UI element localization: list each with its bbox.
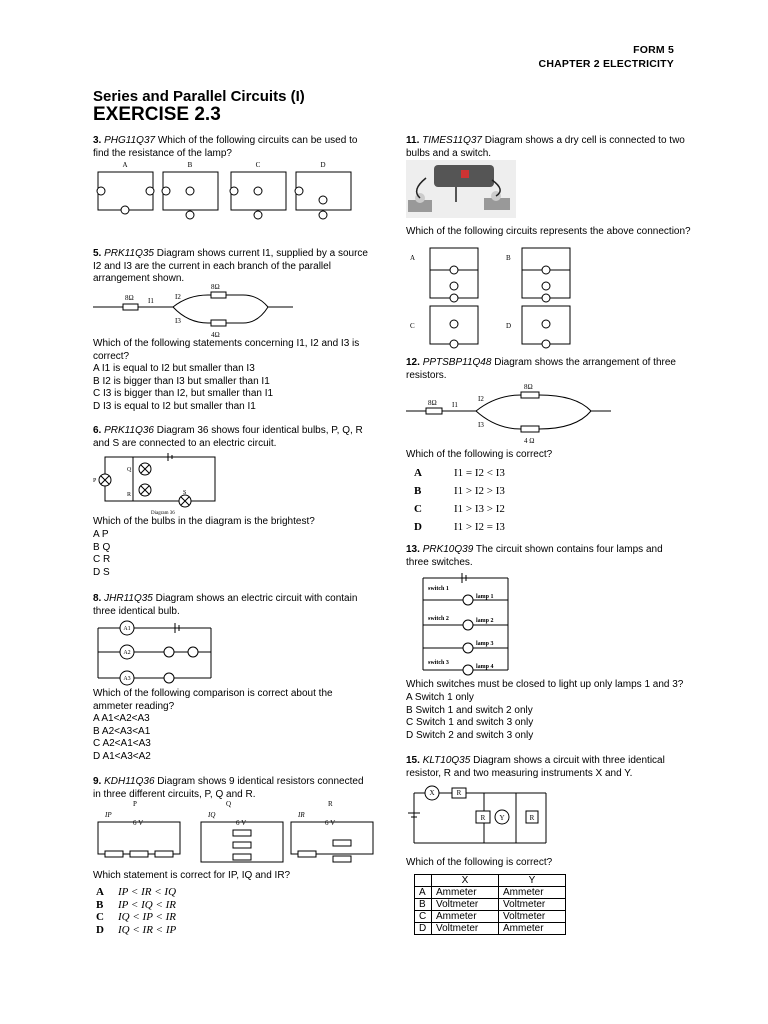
q6-prompt: Which of the bulbs in the diagram is the brightest? [93, 516, 315, 527]
svg-text:R: R [328, 800, 333, 808]
table-header-row: X Y [415, 875, 566, 887]
q6-option-a[interactable]: A P [93, 529, 109, 540]
q9-option-d[interactable]: D IQ < IR < IP [96, 923, 177, 936]
q13-option-d[interactable]: D Switch 2 and switch 3 only [406, 729, 534, 741]
q9-options [96, 886, 176, 936]
svg-text:6 V: 6 V [133, 819, 144, 827]
header-chapter: CHAPTER 2 ELECTRICITY [538, 58, 674, 70]
question-11: 11. TIMES11Q37 Diagram shows a dry cell is connected to two bulbs and a switch. [406, 135, 685, 159]
q15-answer-table [414, 874, 566, 935]
svg-text:4 Ω: 4 Ω [524, 437, 535, 445]
svg-text:B: B [506, 254, 511, 262]
svg-text:Diagram 36: Diagram 36 [151, 511, 175, 516]
question-9: 9. KDH11Q36 Diagram shows 9 identical resistors connected in three different circuits, P, Q and R. [93, 776, 364, 800]
svg-text:C: C [410, 322, 415, 330]
svg-text:A1: A1 [123, 626, 131, 632]
svg-text:A3: A3 [123, 676, 131, 682]
q12-resistor-diagram [406, 383, 616, 445]
question-13: 13. PRK10Q39 The circuit shown contains four lamps and three switches. [406, 544, 663, 568]
q8-ammeter-circuit [93, 618, 218, 686]
q9-option-a[interactable]: A IP < IR < IQ [96, 886, 177, 898]
q12-options [414, 465, 505, 537]
svg-text:P: P [133, 800, 137, 808]
svg-text:P: P [93, 478, 97, 484]
svg-text:S: S [183, 490, 187, 496]
q15-prompt: Which of the following is correct? [406, 857, 553, 868]
question-15: 15. KLT10Q35 Diagram shows a circuit with three identical resistor, R and two measuring instruments X and Y. [406, 755, 665, 779]
svg-text:lamp 3: lamp 3 [476, 641, 494, 647]
svg-text:IQ: IQ [208, 811, 216, 819]
svg-text:R: R [480, 814, 486, 822]
q8-option-a[interactable]: A A1<A2<A3 [93, 713, 150, 724]
svg-text:R: R [127, 492, 132, 498]
q5-options [93, 363, 273, 413]
q5-resistor-diagram [93, 285, 353, 340]
q11-prompt: Which of the following circuits represents the above connection? [406, 226, 691, 237]
q6-option-c[interactable]: C R [93, 554, 111, 565]
svg-text:switch 3: switch 3 [428, 660, 449, 666]
svg-text:I1: I1 [452, 401, 458, 409]
exercise-title: EXERCISE 2.3 [93, 104, 221, 125]
svg-text:lamp 1: lamp 1 [476, 594, 494, 600]
svg-text:IR: IR [298, 811, 305, 819]
svg-text:8Ω: 8Ω [125, 294, 134, 302]
option-b-label: B [187, 161, 193, 169]
q9-three-circuits [93, 800, 373, 868]
q11-photo-dry-cell [406, 160, 516, 220]
svg-text:R: R [529, 814, 535, 822]
svg-text:I2: I2 [478, 395, 484, 403]
svg-text:lamp 2: lamp 2 [476, 618, 494, 624]
q12-option-b[interactable]: B I1 > I2 > I3 [414, 485, 505, 497]
q12-prompt: Which of the following is correct? [406, 449, 553, 460]
svg-text:X: X [429, 789, 435, 797]
q13-option-a[interactable]: A Switch 1 only [406, 692, 474, 703]
q8-prompt: Which of the following comparison is correct about the ammeter reading? [93, 688, 333, 712]
q8-option-d[interactable]: D A1<A3<A2 [93, 750, 151, 762]
q6-option-d[interactable]: D S [93, 566, 110, 578]
svg-text:I1: I1 [148, 297, 154, 305]
q6-option-b[interactable]: B Q [93, 541, 111, 553]
option-d-label: D [320, 161, 326, 169]
page-title: Series and Parallel Circuits (I) [93, 88, 305, 105]
option-c-label: C [255, 161, 261, 169]
q12-option-d[interactable]: D I1 > I2 = I3 [414, 521, 505, 533]
q9-prompt: Which statement is correct for IP, IQ and IR? [93, 870, 291, 881]
header-form: FORM 5 [633, 44, 674, 56]
q5-option-a[interactable]: A I1 is equal to I2 but smaller than I3 [93, 363, 255, 374]
table-row[interactable]: C Ammeter Voltmeter [415, 911, 566, 923]
q13-option-c[interactable]: C Switch 1 and switch 3 only [406, 717, 534, 728]
table-row[interactable]: B Voltmeter Voltmeter [415, 899, 566, 911]
svg-text:4Ω: 4Ω [211, 331, 220, 339]
q9-option-b[interactable]: B IP < IQ < IR [96, 898, 177, 911]
q12-option-a[interactable]: A I1 = I2 < I3 [414, 467, 505, 479]
question-3: 3. PHG11Q37 Which of the following circuits can be used to find the resistance of the lamp? [93, 135, 358, 159]
svg-text:Q: Q [127, 467, 132, 473]
q13-option-b[interactable]: B Switch 1 and switch 2 only [406, 704, 533, 716]
question-code: PHG11Q37 [104, 135, 156, 146]
question-5: 5. PRK11Q35 Diagram shows current I1, supplied by a source I2 and I3 are the current in each branch of the parallel arrangement shown. [93, 248, 368, 284]
svg-text:6 V: 6 V [325, 819, 336, 827]
q5-option-c[interactable]: C I3 is bigger than I2, but smaller than I1 [93, 388, 274, 399]
question-6: 6. PRK11Q36 Diagram 36 shows four identical bulbs, P, Q, R and S are connected to an electric circuit. [93, 425, 363, 449]
svg-text:8Ω: 8Ω [524, 383, 533, 391]
svg-text:IP: IP [105, 811, 112, 819]
q5-option-d[interactable]: D I3 is equal to I2 but smaller than I1 [93, 400, 256, 412]
q8-option-c[interactable]: C A2<A1<A3 [93, 738, 151, 749]
question-8: 8. JHR11Q35 Diagram shows an electric circuit with contain three identical bulb. [93, 593, 358, 617]
q9-option-c[interactable]: C IQ < IP < IR [96, 911, 177, 923]
q6-bulb-circuit [93, 452, 233, 514]
svg-text:lamp 4: lamp 4 [476, 664, 494, 670]
svg-text:Q: Q [226, 800, 232, 808]
q13-switch-lamp-circuit [418, 570, 518, 675]
q11-circuit-options [406, 240, 576, 360]
svg-text:D: D [506, 322, 512, 330]
svg-text:R: R [456, 789, 462, 797]
q5-option-b[interactable]: B I2 is bigger than I3 but smaller than I1 [93, 375, 270, 387]
q8-options [93, 713, 151, 763]
svg-text:A2: A2 [123, 650, 131, 656]
svg-text:switch 2: switch 2 [428, 616, 449, 622]
svg-text:8Ω: 8Ω [428, 399, 437, 407]
q15-instrument-circuit [406, 783, 556, 853]
q8-option-b[interactable]: B A2<A3<A1 [93, 725, 151, 737]
svg-text:I3: I3 [478, 421, 484, 429]
svg-text:I2: I2 [175, 293, 181, 301]
table-row[interactable]: A Ammeter Ammeter [415, 887, 566, 899]
q13-options [406, 692, 533, 742]
svg-text:switch 1: switch 1 [428, 586, 449, 592]
svg-text:Y: Y [499, 814, 505, 822]
svg-text:I3: I3 [175, 317, 181, 325]
q13-prompt: Which switches must be closed to light up only lamps 1 and 3? [406, 679, 684, 690]
option-a-label: A [122, 161, 128, 169]
q12-option-c[interactable]: C I1 > I3 > I2 [414, 503, 505, 515]
svg-text:8Ω: 8Ω [211, 283, 220, 291]
question-12: 12. PPTSBP11Q48 Diagram shows the arrangement of three resistors. [406, 357, 676, 381]
q5-prompt: Which of the following statements concerning I1, I2 and I3 is correct? [93, 338, 360, 362]
q6-options [93, 529, 110, 579]
svg-text:6 V: 6 V [236, 819, 247, 827]
svg-text:A: A [410, 254, 416, 262]
table-row[interactable]: D Voltmeter Ammeter [415, 923, 566, 935]
q3-circuit-diagrams [93, 160, 353, 222]
